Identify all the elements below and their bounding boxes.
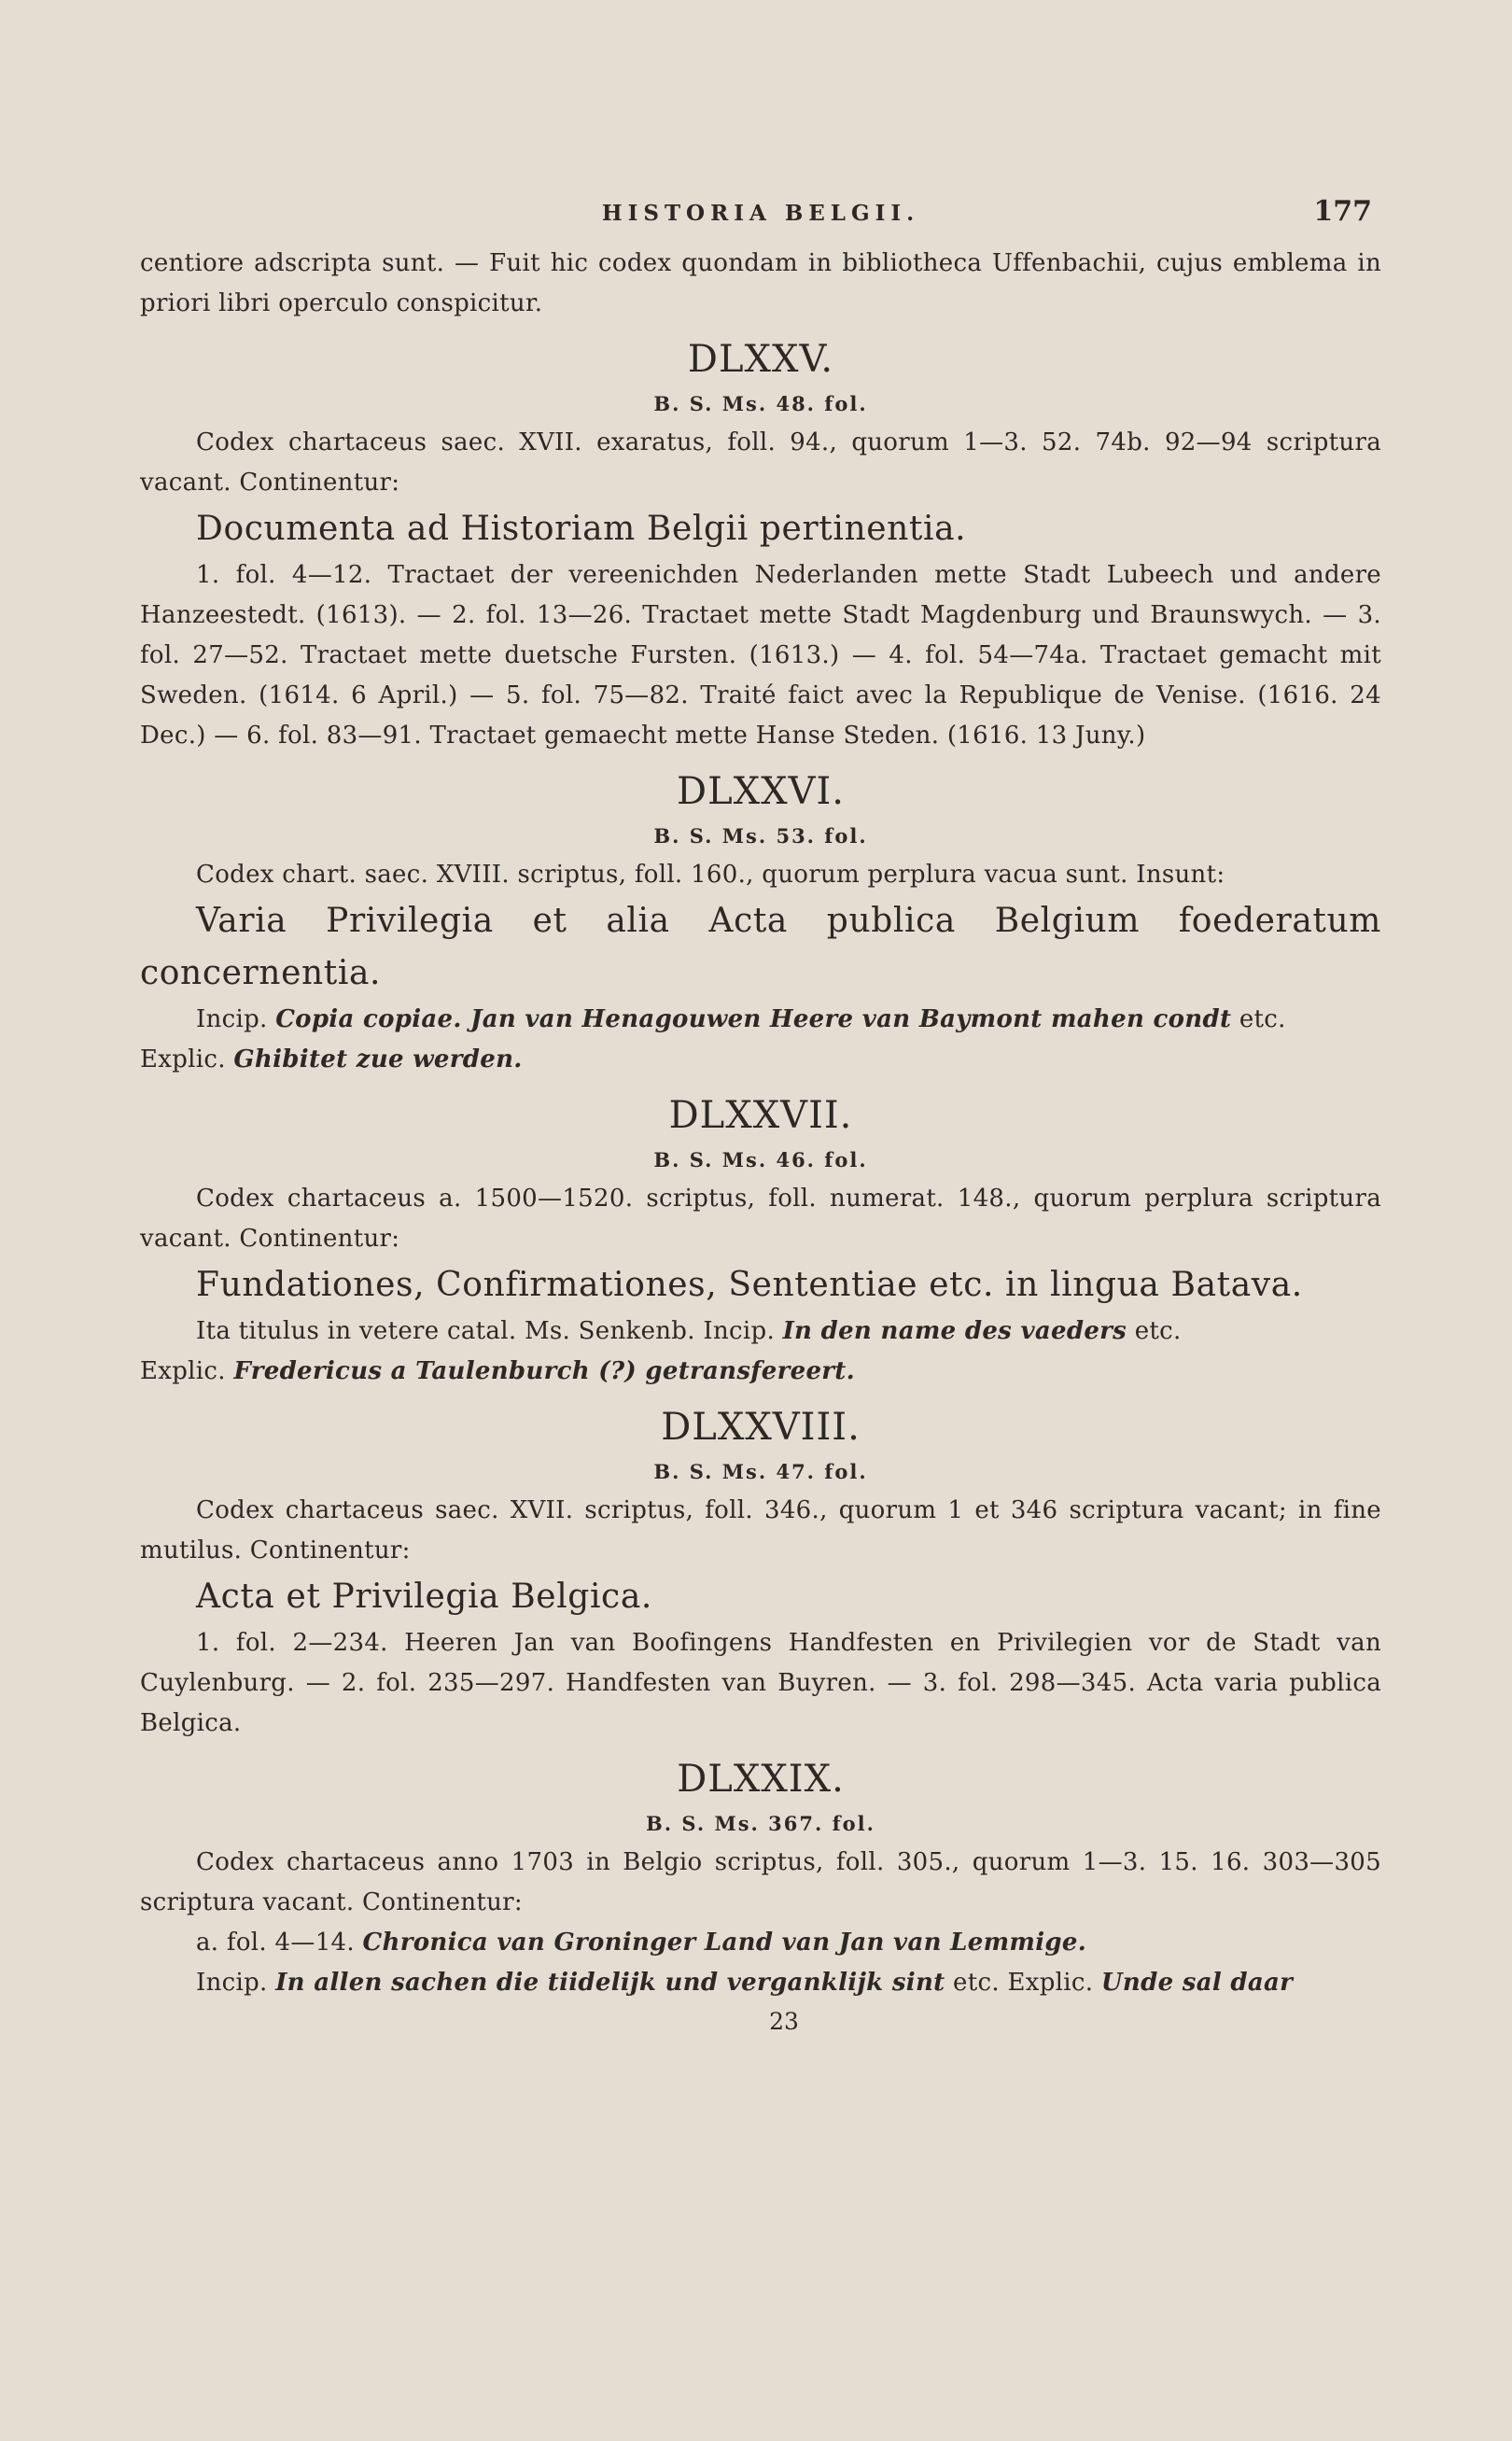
shelfmark: B. S. Ms. 48. fol.	[653, 392, 868, 415]
explicit-line	[140, 1352, 1381, 1392]
item-a-prefix: a. fol. 4—14.	[196, 1929, 355, 1957]
explic-text: Fredericus a Taulenburch (?) getransfereert.	[233, 1357, 855, 1385]
shelfmark: B. S. Ms. 47. fol.	[653, 1460, 868, 1483]
entry-contents: 1. fol. 2—234. Heeren Jan van Boofingens Handfesten en Privilegien vor de Stadt van Cuylenburg. — 2. fol. 235—297. Handfesten van Buyren. — 3. fol. 298—345. Acta varia publica Belgica.	[140, 1629, 1381, 1737]
incip-tail: etc.	[1134, 1317, 1182, 1345]
explic-text: Unde sal daar	[1100, 1969, 1294, 1997]
entry-description: Codex chartaceus anno 1703 in Belgio scriptus, foll. 305., quorum 1—3. 15. 16. 303—305 scriptura vacant. Continentur:	[140, 1848, 1381, 1916]
incip-text: Copia copiae. Jan van Henagouwen Heere van Baymont mahen condt	[275, 1005, 1232, 1033]
entry-dlxxvii	[140, 1089, 1381, 1392]
explic-text: Ghibitet zue werden.	[233, 1045, 523, 1073]
incipit-line	[140, 1000, 1381, 1040]
explic-label: Explic.	[140, 1045, 226, 1073]
entry-description: Codex chartaceus saec. XVII. scriptus, foll. 346., quorum 1 et 346 scriptura vacant; in fine mutilus. Continentur:	[140, 1496, 1381, 1564]
explicit-line	[140, 1040, 1381, 1080]
entry-number: DLXXV.	[687, 338, 834, 381]
shelfmark: B. S. Ms. 367. fol.	[646, 1812, 875, 1835]
entry-description: Codex chartaceus a. 1500—1520. scriptus, foll. numerat. 148., quorum perplura scriptura vacant. Continentur:	[140, 1185, 1381, 1253]
shelfmark: B. S. Ms. 46. fol.	[653, 1148, 868, 1171]
page-header	[140, 191, 1381, 244]
incipit-line	[140, 1963, 1381, 2003]
incipit-line	[140, 1312, 1381, 1352]
incip-text: In den name des vaeders	[782, 1317, 1127, 1345]
entry-dlxxvi	[140, 765, 1381, 1080]
incip-label: Incip.	[703, 1317, 776, 1345]
entry-description: Codex chart. saec. XVIII. scriptus, foll. 160., quorum perplura vacua sunt. Insunt:	[196, 861, 1225, 889]
entry-title: Fundationes, Confirmationes, Sententiae etc. in lingua Batava.	[196, 1266, 1303, 1304]
entry-title: Varia Privilegia et alia Acta publica Belgium foederatum concernentia.	[140, 902, 1381, 992]
explic-label: Explic.	[140, 1357, 226, 1385]
entry-number: DLXXVII.	[668, 1094, 853, 1137]
item-a-title: Chronica van Groninger Land van Jan van Lemmige.	[362, 1929, 1087, 1957]
entry-number: DLXXVIII.	[661, 1406, 861, 1449]
entry-dlxxviii	[140, 1401, 1381, 1744]
incip-text: In allen sachen die tiidelijk und verganklijk sint	[275, 1969, 945, 1997]
incip-label: Incip.	[196, 1005, 268, 1033]
page-number: 177	[1313, 195, 1372, 228]
running-title: HISTORIA BELGII.	[601, 201, 920, 226]
incip-tail: etc.	[953, 1969, 1000, 1997]
explic-label: Explic.	[1007, 1969, 1094, 1997]
text-column	[140, 191, 1381, 2041]
entry-number: DLXXVI.	[677, 770, 845, 813]
catalogue-note: Ita titulus in vetere catal. Ms. Senkenb.	[196, 1317, 695, 1345]
entry-contents: 1. fol. 4—12. Tractaet der vereenichden Nederlanden mette Stadt Lubeech und andere Hanzeestedt. (1613). — 2. fol. 13—26. Tractaet mette Stadt Magdenburg und Braunswych. — 3. fol. 27—52. Tractaet mette duetsche Fursten. (1613.) — 4. fol. 54—74a. Tractaet gemacht mit Sweden. (1614. 6 April.) — 5. fol. 75—82. Traité faict avec la Republique de Venise. (1616. 24 Dec.) — 6. fol. 83—91. Tractaet gemaecht mette Hanse Steden. (1616. 13 Juny.)	[140, 561, 1381, 750]
incip-label: Incip.	[196, 1969, 268, 1997]
entry-number: DLXXIX.	[677, 1758, 845, 1801]
item-a-line	[140, 1923, 1381, 1963]
entry-dlxxix	[140, 1753, 1381, 2041]
entry-title: Documenta ad Historiam Belgii pertinentia.	[196, 510, 967, 548]
incip-tail: etc.	[1239, 1005, 1286, 1033]
intro-paragraph: centiore adscripta sunt. — Fuit hic codex quondam in bibliotheca Uffenbachii, cujus emblema in priori libri operculo conspicitur.	[140, 249, 1381, 317]
signature-mark: 23	[769, 2008, 799, 2035]
entry-title: Acta et Privilegia Belgica.	[196, 1578, 652, 1616]
shelfmark: B. S. Ms. 53. fol.	[653, 824, 868, 848]
entry-description: Codex chartaceus saec. XVII. exaratus, foll. 94., quorum 1—3. 52. 74b. 92—94 scriptura vacant. Continentur:	[140, 428, 1381, 497]
entry-dlxxv	[140, 333, 1381, 756]
